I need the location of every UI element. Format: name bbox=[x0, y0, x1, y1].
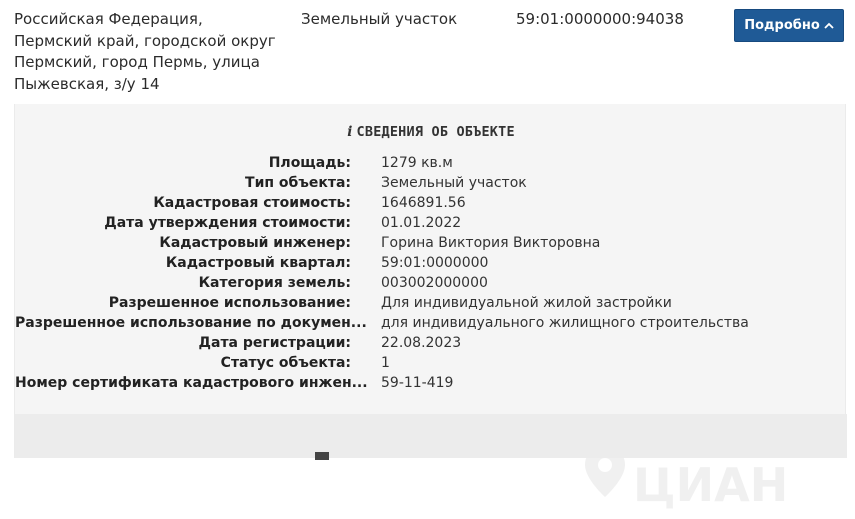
property-label: Разрешенное использование по докумен... bbox=[15, 315, 367, 331]
watermark-text: ЦИАН bbox=[633, 458, 789, 512]
property-row bbox=[15, 333, 847, 353]
property-row bbox=[15, 293, 847, 313]
next-section bbox=[15, 414, 847, 458]
info-icon: i bbox=[347, 124, 353, 140]
property-label: Кадастровый квартал: bbox=[165, 255, 351, 271]
object-details-panel bbox=[14, 104, 846, 512]
result-row bbox=[0, 0, 855, 104]
property-value: Горина Виктория Викторовна bbox=[381, 235, 601, 251]
property-label: Кадастровый инженер: bbox=[159, 235, 351, 251]
details-button[interactable] bbox=[734, 9, 844, 42]
panel-title bbox=[15, 124, 847, 140]
property-row bbox=[15, 153, 847, 173]
property-value: 1646891.56 bbox=[381, 195, 466, 211]
object-address: Российская Федерация, Пермский край, городской округ Пермский, город Пермь, улица Пыжевская, з/у 14 bbox=[14, 10, 276, 93]
property-value: 1279 кв.м bbox=[381, 155, 453, 171]
property-label: Статус объекта: bbox=[220, 355, 351, 371]
document-icon bbox=[315, 452, 329, 460]
property-label: Дата утверждения стоимости: bbox=[104, 215, 351, 231]
object-type: Земельный участок bbox=[301, 10, 458, 28]
cadastral-number: 59:01:0000000:94038 bbox=[516, 10, 684, 28]
property-row bbox=[15, 173, 847, 193]
property-label: Кадастровая стоимость: bbox=[153, 195, 351, 211]
property-row bbox=[15, 373, 847, 393]
property-row bbox=[15, 253, 847, 273]
chevron-up-icon bbox=[824, 19, 834, 32]
panel-title-text: СВЕДЕНИЯ ОБ ОБЪЕКТЕ bbox=[356, 124, 515, 140]
property-value: Земельный участок bbox=[381, 175, 527, 191]
property-value: 003002000000 bbox=[381, 275, 488, 291]
property-row bbox=[15, 233, 847, 253]
property-value: 59:01:0000000 bbox=[381, 255, 489, 271]
property-label: Разрешенное использование: bbox=[108, 295, 351, 311]
property-label: Площадь: bbox=[268, 155, 351, 171]
property-row bbox=[15, 273, 847, 293]
property-label: Категория земель: bbox=[198, 275, 351, 291]
property-row bbox=[15, 213, 847, 233]
property-value: 01.01.2022 bbox=[381, 215, 462, 231]
property-value: 22.08.2023 bbox=[381, 335, 462, 351]
details-button-label: Подробно bbox=[744, 18, 820, 33]
property-value: 1 bbox=[381, 355, 390, 371]
property-label: Тип объекта: bbox=[245, 175, 351, 191]
property-row bbox=[15, 313, 847, 333]
property-label: Дата регистрации: bbox=[198, 335, 351, 351]
property-value: для индивидуального жилищного строительства bbox=[381, 315, 749, 331]
properties-list bbox=[15, 153, 847, 393]
property-row bbox=[15, 353, 847, 373]
property-row bbox=[15, 193, 847, 213]
property-label: Номер сертификата кадастрового инжен... bbox=[15, 375, 368, 391]
property-value: 59-11-419 bbox=[381, 375, 454, 391]
property-value: Для индивидуальной жилой застройки bbox=[381, 295, 672, 311]
